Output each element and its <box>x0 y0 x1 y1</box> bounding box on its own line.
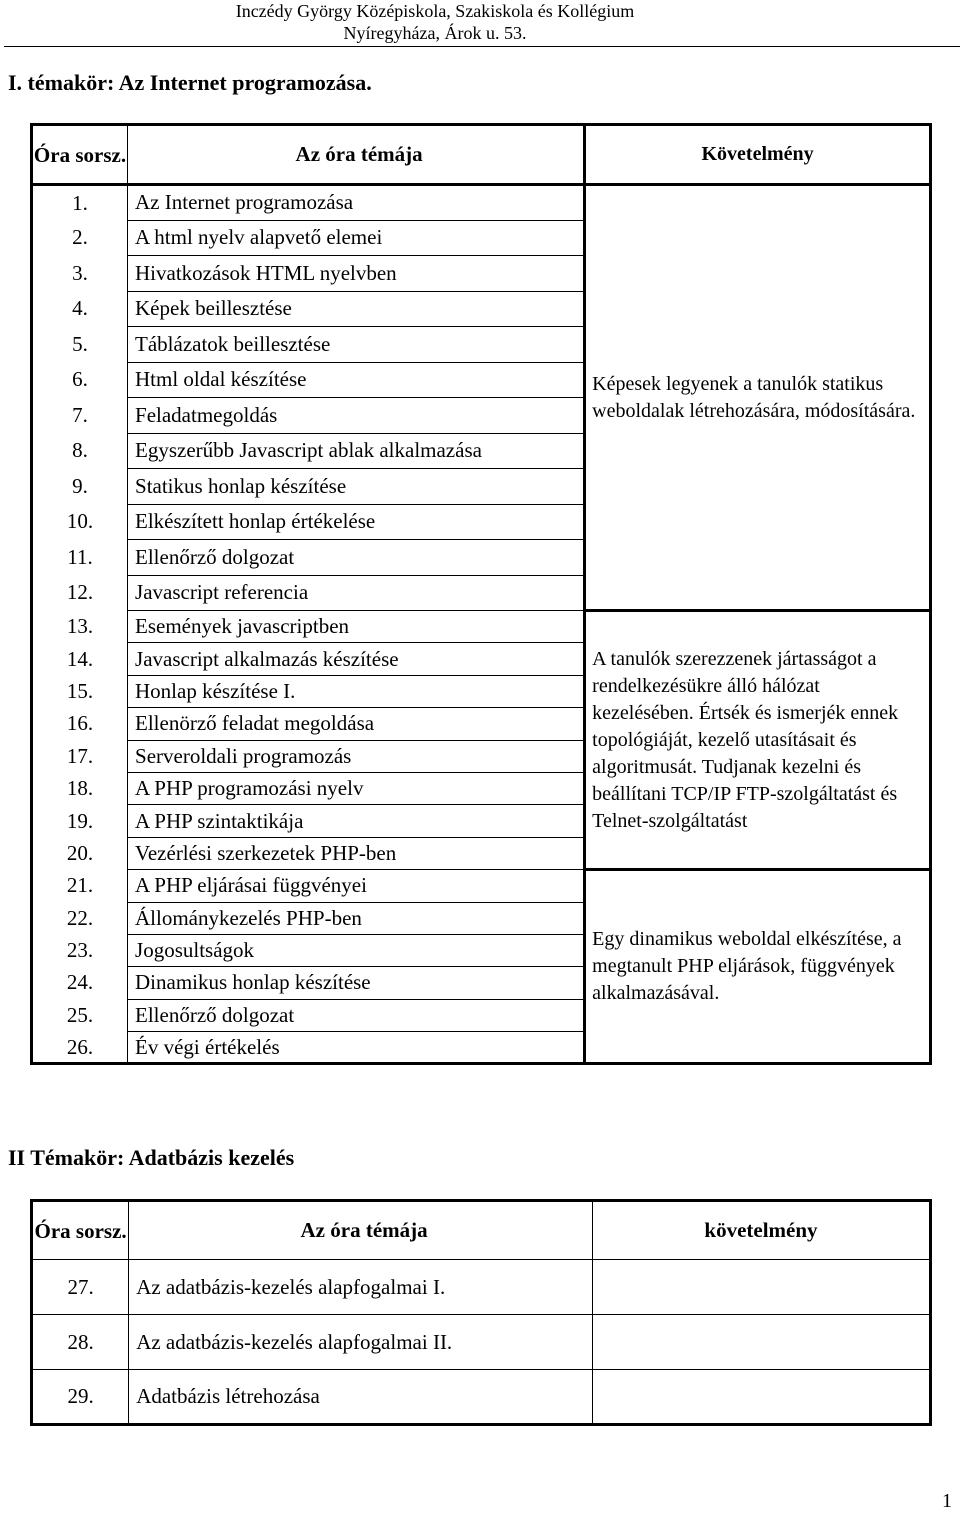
page-number: 1 <box>942 1490 952 1512</box>
row-topic: Elkészített honlap értékelése <box>128 504 585 540</box>
row-topic: Ellenőrző dolgozat <box>128 540 585 576</box>
row-number: 9. <box>32 469 128 505</box>
row-number: 14. <box>32 643 128 675</box>
col-header-num: Óra sorsz. <box>32 125 128 185</box>
header-divider <box>4 46 960 47</box>
row-number: 3. <box>32 256 128 292</box>
row-topic: Html oldal készítése <box>128 362 585 398</box>
col-header-req: követelmény <box>592 1201 930 1260</box>
row-number: 27. <box>32 1260 129 1315</box>
row-topic: A PHP szintaktikája <box>128 805 585 837</box>
row-number: 24. <box>32 967 128 999</box>
school-address: Nyíregyháza, Árok u. 53. <box>343 23 527 43</box>
row-number: 10. <box>32 504 128 540</box>
row-number: 18. <box>32 772 128 804</box>
col-header-num: Óra sorsz. <box>32 1201 129 1260</box>
row-topic: A PHP eljárásai függvényei <box>128 870 585 902</box>
row-number: 19. <box>32 805 128 837</box>
row-number: 12. <box>32 575 128 611</box>
row-number: 6. <box>32 362 128 398</box>
table-row <box>32 870 931 902</box>
row-topic: Év végi értékelés <box>128 1032 585 1064</box>
row-number: 11. <box>32 540 128 576</box>
table-row <box>32 1370 931 1425</box>
row-number: 26. <box>32 1032 128 1064</box>
row-number: 5. <box>32 327 128 363</box>
table-2-body <box>32 1260 931 1425</box>
table-row <box>32 1315 931 1370</box>
row-topic: A PHP programozási nyelv <box>128 772 585 804</box>
curriculum-table-1 <box>30 123 932 1065</box>
row-number: 2. <box>32 220 128 256</box>
row-topic: Serveroldali programozás <box>128 740 585 772</box>
requirement-cell: A tanulók szerezzenek jártasságot a rendelkezésükre álló hálózat kezelésében. Értsék és ismerjék ennek topológiáját, kezelő utasításait és algoritmusát. Tudjanak kezelni és beállítani TCP/IP FTP-szolgáltatást és Telnet-szolgáltatást <box>585 611 931 870</box>
row-topic: Táblázatok beillesztése <box>128 327 585 363</box>
row-topic: Honlap készítése I. <box>128 675 585 707</box>
row-topic: Hivatkozások HTML nyelvben <box>128 256 585 292</box>
row-number: 4. <box>32 291 128 327</box>
col-header-topic: Az óra témája <box>129 1201 593 1260</box>
row-number: 28. <box>32 1315 129 1370</box>
row-number: 7. <box>32 398 128 434</box>
row-topic: Az Internet programozása <box>128 185 585 221</box>
row-number: 1. <box>32 185 128 221</box>
requirement-cell <box>592 1315 930 1370</box>
curriculum-table-2 <box>30 1199 932 1426</box>
row-topic: Állománykezelés PHP-ben <box>128 902 585 934</box>
row-number: 21. <box>32 870 128 902</box>
page-header <box>200 0 670 44</box>
row-topic: Események javascriptben <box>128 611 585 643</box>
row-topic: Ellenörző feladat megoldása <box>128 708 585 740</box>
row-topic: A html nyelv alapvető elemei <box>128 220 585 256</box>
table-row <box>32 1260 931 1315</box>
row-number: 22. <box>32 902 128 934</box>
row-topic: Az adatbázis-kezelés alapfogalmai I. <box>129 1260 593 1315</box>
col-header-req: Követelmény <box>585 125 931 185</box>
row-topic: Dinamikus honlap készítése <box>128 967 585 999</box>
table-row <box>32 185 931 221</box>
row-topic: Az adatbázis-kezelés alapfogalmai II. <box>129 1315 593 1370</box>
requirement-cell <box>592 1260 930 1315</box>
row-number: 23. <box>32 934 128 966</box>
row-topic: Javascript alkalmazás készítése <box>128 643 585 675</box>
section2-title: II Témakör: Adatbázis kezelés <box>8 1145 295 1170</box>
row-number: 20. <box>32 837 128 869</box>
row-topic: Ellenőrző dolgozat <box>128 999 585 1031</box>
row-number: 15. <box>32 675 128 707</box>
row-topic: Jogosultságok <box>128 934 585 966</box>
row-number: 16. <box>32 708 128 740</box>
row-topic: Feladatmegoldás <box>128 398 585 434</box>
col-header-topic: Az óra témája <box>128 125 585 185</box>
row-topic: Képek beillesztése <box>128 291 585 327</box>
row-number: 29. <box>32 1370 129 1425</box>
requirement-cell: Egy dinamikus weboldal elkészítése, a megtanult PHP eljárások, függvények alkalmazásával. <box>585 870 931 1064</box>
row-topic: Egyszerűbb Javascript ablak alkalmazása <box>128 433 585 469</box>
table-row <box>32 611 931 643</box>
row-number: 8. <box>32 433 128 469</box>
school-name: Inczédy György Középiskola, Szakiskola és Kollégium <box>235 1 635 21</box>
row-number: 17. <box>32 740 128 772</box>
section1-title: I. témakör: Az Internet programozása. <box>8 70 372 95</box>
row-topic: Javascript referencia <box>128 575 585 611</box>
requirement-cell: Képesek legyenek a tanulók statikus weboldalak létrehozására, módosítására. <box>585 185 931 611</box>
row-topic: Vezérlési szerkezetek PHP-ben <box>128 837 585 869</box>
row-topic: Adatbázis létrehozása <box>129 1370 593 1425</box>
row-number: 25. <box>32 999 128 1031</box>
requirement-cell <box>592 1370 930 1425</box>
table-1-body <box>32 185 931 1064</box>
row-topic: Statikus honlap készítése <box>128 469 585 505</box>
row-number: 13. <box>32 611 128 643</box>
